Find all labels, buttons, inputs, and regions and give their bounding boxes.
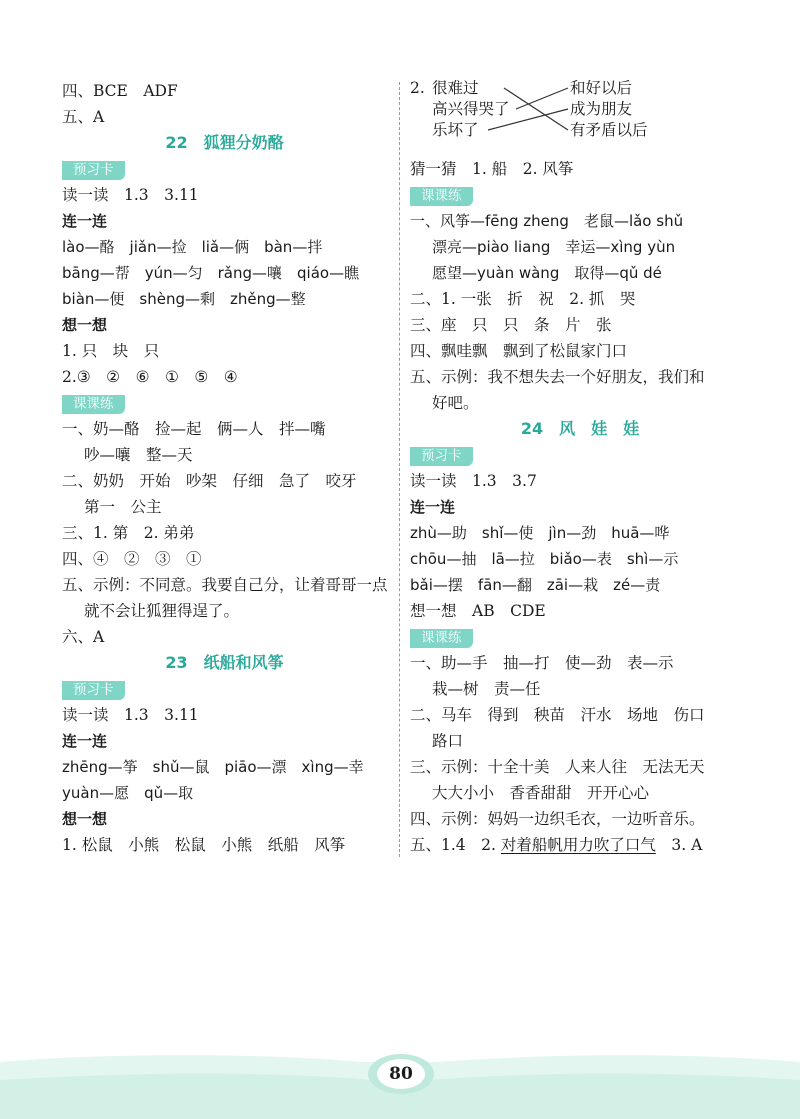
lesson-title: 23 纸船和风筝 <box>165 653 284 672</box>
pinyin-line: 愿望—yuàn wàng 取得—qǔ dé <box>432 264 662 282</box>
answer-line: 好吧。 <box>432 394 479 412</box>
section-tag-row <box>62 156 387 182</box>
answer-line: 一、助—手 抽—打 使—劲 表—示 <box>410 654 674 672</box>
pinyin-line: biàn—便 shèng—剩 zhěng—整 <box>62 290 306 308</box>
right-column <box>410 78 750 858</box>
underlined-answer: 对着船帆用力吹了口气 <box>500 836 656 854</box>
section-tag-row <box>410 624 750 650</box>
answer-line: 四、BCE ADF <box>62 82 178 100</box>
answer-text: 3. A <box>655 836 703 854</box>
page-number: 80 <box>389 1064 413 1084</box>
section-tag-row <box>62 390 387 416</box>
match-right-item: 和好以后 <box>570 79 633 97</box>
section-tag: 课课练 <box>410 187 473 206</box>
answer-line: 猜一猜 1. 船 2. 风筝 <box>410 160 574 178</box>
answer-line: 栽—树 责—任 <box>432 680 541 698</box>
answer-line: 三、示例：十全十美 人来人往 无法无天 <box>410 758 705 776</box>
match-right-item: 有矛盾以后 <box>570 121 648 139</box>
section-heading: 想一想 <box>62 810 108 828</box>
left-column <box>62 78 387 858</box>
answer-line: 六、A <box>62 628 105 646</box>
match-number: 2. <box>410 79 425 97</box>
pinyin-line: 漂亮—piào liang 幸运—xìng yùn <box>432 238 676 256</box>
answer-line: 第一 公主 <box>84 498 162 516</box>
answer-line: 想一想 AB CDE <box>410 602 546 620</box>
answer-line: 1. 松鼠 小熊 松鼠 小熊 纸船 风筝 <box>62 836 346 854</box>
section-tag: 预习卡 <box>62 161 125 180</box>
section-heading: 连一连 <box>62 212 108 230</box>
answer-line: 读一读 1.3 3.7 <box>410 472 537 490</box>
answer-line: 二、1. 一张 折 祝 2. 抓 哭 <box>410 290 636 308</box>
match-left-item: 高兴得哭了 <box>432 100 510 118</box>
answer-line: 路口 <box>432 732 464 750</box>
section-tag-row <box>410 182 750 208</box>
section-tag-row <box>62 676 387 702</box>
answer-line: 三、1. 第 2. 弟弟 <box>62 524 195 542</box>
lesson-title: 22 狐狸分奶酪 <box>165 133 284 152</box>
pinyin-line: zhēng—筝 shǔ—鼠 piāo—漂 xìng—幸 <box>62 758 364 776</box>
answer-line: 1. 只 块 只 <box>62 342 160 360</box>
section-heading: 连一连 <box>62 732 108 750</box>
answer-line: 就不会让狐狸得逞了。 <box>84 602 240 620</box>
answer-line: 五、A <box>62 108 105 126</box>
answer-line: 五、示例：不同意。我要自己分，让着哥哥一点 <box>62 576 388 594</box>
pinyin-line: lào—酪 jiǎn—捡 liǎ—俩 bàn—拌 <box>62 238 323 256</box>
answer-line: 一、奶—酪 捡—起 俩—人 拌—嘴 <box>62 420 326 438</box>
answer-line: 四、示例：妈妈一边织毛衣，一边听音乐。 <box>410 810 705 828</box>
answer-line: 吵—嚷 整—天 <box>84 446 193 464</box>
answer-line: 读一读 1.3 3.11 <box>62 186 199 204</box>
pinyin-line: 一、风筝—fēng zheng 老鼠—lǎo shǔ <box>410 212 684 230</box>
answer-text: 五、1.4 2. <box>410 836 501 854</box>
pinyin-line: bāng—帮 yún—匀 rǎng—嚷 qiáo—瞧 <box>62 264 360 282</box>
answer-line <box>410 832 750 858</box>
section-tag: 课课练 <box>410 629 473 648</box>
section-tag: 预习卡 <box>62 681 125 700</box>
answer-line: 三、座 只 只 条 片 张 <box>410 316 612 334</box>
match-left-item: 很难过 <box>432 79 479 97</box>
section-tag-row <box>410 442 750 468</box>
match-lines <box>410 78 750 156</box>
answer-line: 二、马车 得到 秧苗 汗水 场地 伤口 <box>410 706 705 724</box>
section-tag: 课课练 <box>62 395 125 414</box>
matching-exercise <box>410 78 750 156</box>
match-left-item: 乐坏了 <box>432 121 479 139</box>
section-tag: 预习卡 <box>410 447 473 466</box>
pinyin-line: zhù—助 shǐ—使 jìn—劲 huā—哗 <box>410 524 670 542</box>
answer-line: 大大小小 香香甜甜 开开心心 <box>432 784 650 802</box>
match-right-item: 成为朋友 <box>570 100 633 118</box>
answer-line: 2.③ ② ⑥ ① ⑤ ④ <box>62 368 238 386</box>
section-heading: 连一连 <box>410 498 456 516</box>
answer-line: 四、飘哇飘 飘到了松鼠家门口 <box>410 342 628 360</box>
pinyin-line: yuàn—愿 qǔ—取 <box>62 784 194 802</box>
answer-line: 二、奶奶 开始 吵架 仔细 急了 咬牙 <box>62 472 357 490</box>
answer-line: 读一读 1.3 3.11 <box>62 706 199 724</box>
lesson-title: 24 风 娃 娃 <box>520 419 640 438</box>
column-divider <box>399 82 400 857</box>
pinyin-line: chōu—抽 lā—拉 biǎo—表 shì—示 <box>410 550 679 568</box>
section-heading: 想一想 <box>62 316 108 334</box>
answer-line: 四、④ ② ③ ① <box>62 550 202 568</box>
pinyin-line: bǎi—摆 fān—翻 zāi—栽 zé—责 <box>410 576 661 594</box>
answer-line: 五、示例：我不想失去一个好朋友，我们和 <box>410 368 705 386</box>
